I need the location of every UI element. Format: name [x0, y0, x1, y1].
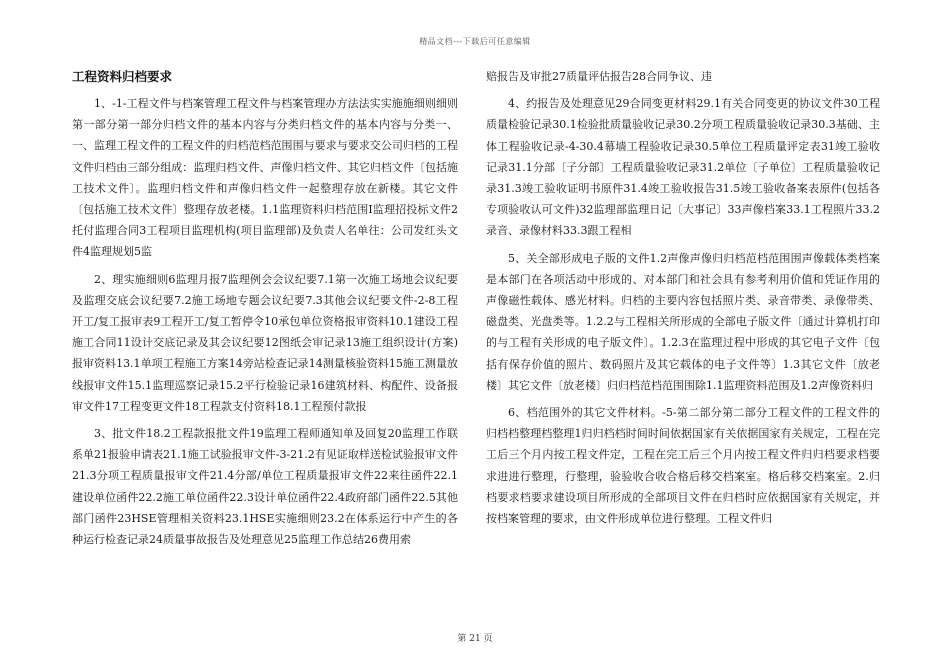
- paragraph-continuation: 赔报告及审批27质量评估报告28合同争议、违: [486, 70, 712, 83]
- paragraph-6: 6、档范围外的其它文件材料。-5-第二部分第二部分工程文件的工程文件的归档档整理档整理1归归档档时间时间依据国家有关依据国家有关规定，工程在完工后三个月内按工程文件定，工程在完工后三个月内按工程文件归归档要求档要求进进行整理，行整理，验验收合收合格后移交档案室。格后移交档案室。2.归档要求档要求建设项目所形成的全部项目文件在归档时应依据国家有关规定，并按档案管理的要求，由文件形成单位进行整理。工程文件归: [486, 406, 880, 526]
- page-header: 精品文档---下载后可任意编辑: [419, 37, 531, 46]
- paragraph-1: 1、-1-工程文件与档案管理工程文件与档案管理办方法法实实施施细则细则第一部分第一部分归档文件的基本内容与分类归档文件的基本内容与分类一、一、监理工程文件的工程文件的归档范档范围围与要求与要求交公司归档的工程文件归档由三部分组成：监理归档文件、声像归档文件、其它归档文件〔包括施工技术文件〕。监理归档文件和声像归档文件一起整理存放在新楼。其它文件〔包括施工技术文件〕整理存放老楼。1.1监理资料归档范围Ⅰ监理招投标文件2托付监理合同3工程项目监理机构(项目监理部)及负责人名单往：公司发红头文件4监理规划5监: [72, 97, 458, 259]
- left-column: [72, 66, 458, 556]
- paragraph-3: 3、批文件18.2工程款报批文件19监理工程师通知单及回复20监理工作联系单21报验申请表21.1施工试验报审文件-3-21.2有见证取样送检试验报审文件21.3分项工程质量报审文件21.4分部/单位工程质量报审文件22来往函件22.1建设单位函件22.2施工单位函件22.3设计单位函件22.4政府部门函件22.5其他部门函件23HSE管理相关资料23.1HSE实施细则23.2在体系运行中产生的各种运行检查记录24质量事故报告及处理意见25监理工作总结26费用索: [72, 427, 458, 547]
- page-number: 第 21 页: [457, 634, 493, 644]
- paragraph-4: 4、约报告及处理意见29合同变更材料29.1有关合同变更的协议文件30工程质量检验记录30.1检验批质量验收记录30.2分项工程质量验收记录30.3基础、主体工程验收记录-4-30.4幕墙工程验收记录30.5单位工程质量评定表31竣工验收记录31.1分部〔子分部〕工程质量验收记录31.2单位〔子单位〕工程质量验收记录31.3竣工验收证明书原件31.4竣工验收报告31.5竣工验收备案表原件(包括各专项验收认可文件)32监理部监理日记〔大事记〕33声像档案33.1工程照片33.2录音、录像材料33.3跟工程相: [486, 97, 880, 238]
- document-title: 工程资料归档要求: [72, 69, 173, 84]
- paragraph-2: 2、理实施细则6监理月报7监理例会会议纪要7.1第一次施工场地会议纪要及监理交底会议纪要7.2施工场地专题会议纪要7.3其他会议纪要文件-2-8工程开工/复工报审表9工程开工/复工暂停令10承包单位资格报审资料10.1建设工程施工合同11设计交底记录及其会议纪要12图纸会审记录13施工组织设计(方案)报审资料13.1单项工程施工方案14旁站检查记录14测量核验资料15施工测量放线报审文件15.1监理巡察记录15.2平行检验记录16建筑材料、构配件、设备报审文件17工程变更文件18工程款支付资料18.1工程预付款报: [72, 272, 458, 413]
- paragraph-5: 5、关全部形成电子版的文件1.2声像声像归归档范档范围围声像载体类档案是本部门在各项活动中形成的、对本部门和社会具有参考利用价值和凭证作用的声像磁性载体、感光材料。归档的主要内容包括照片类、录音带类、录像带类、磁盘类、光盘类等。1.2.2与工程相关所形成的全部电子版文件〔通过计算机打印的与工程有关形成的电子版文件〕。1.2.3在监理过程中形成的其它电子文件〔包括有保存价值的照片、数码照片及其它载体的电子文件等〕1.3其它文件〔放老楼〕其它文件〔放老楼〕归归档范档范围围除1.1监理资料范围及1.2声像资料归: [486, 251, 880, 392]
- right-column: [486, 66, 880, 535]
